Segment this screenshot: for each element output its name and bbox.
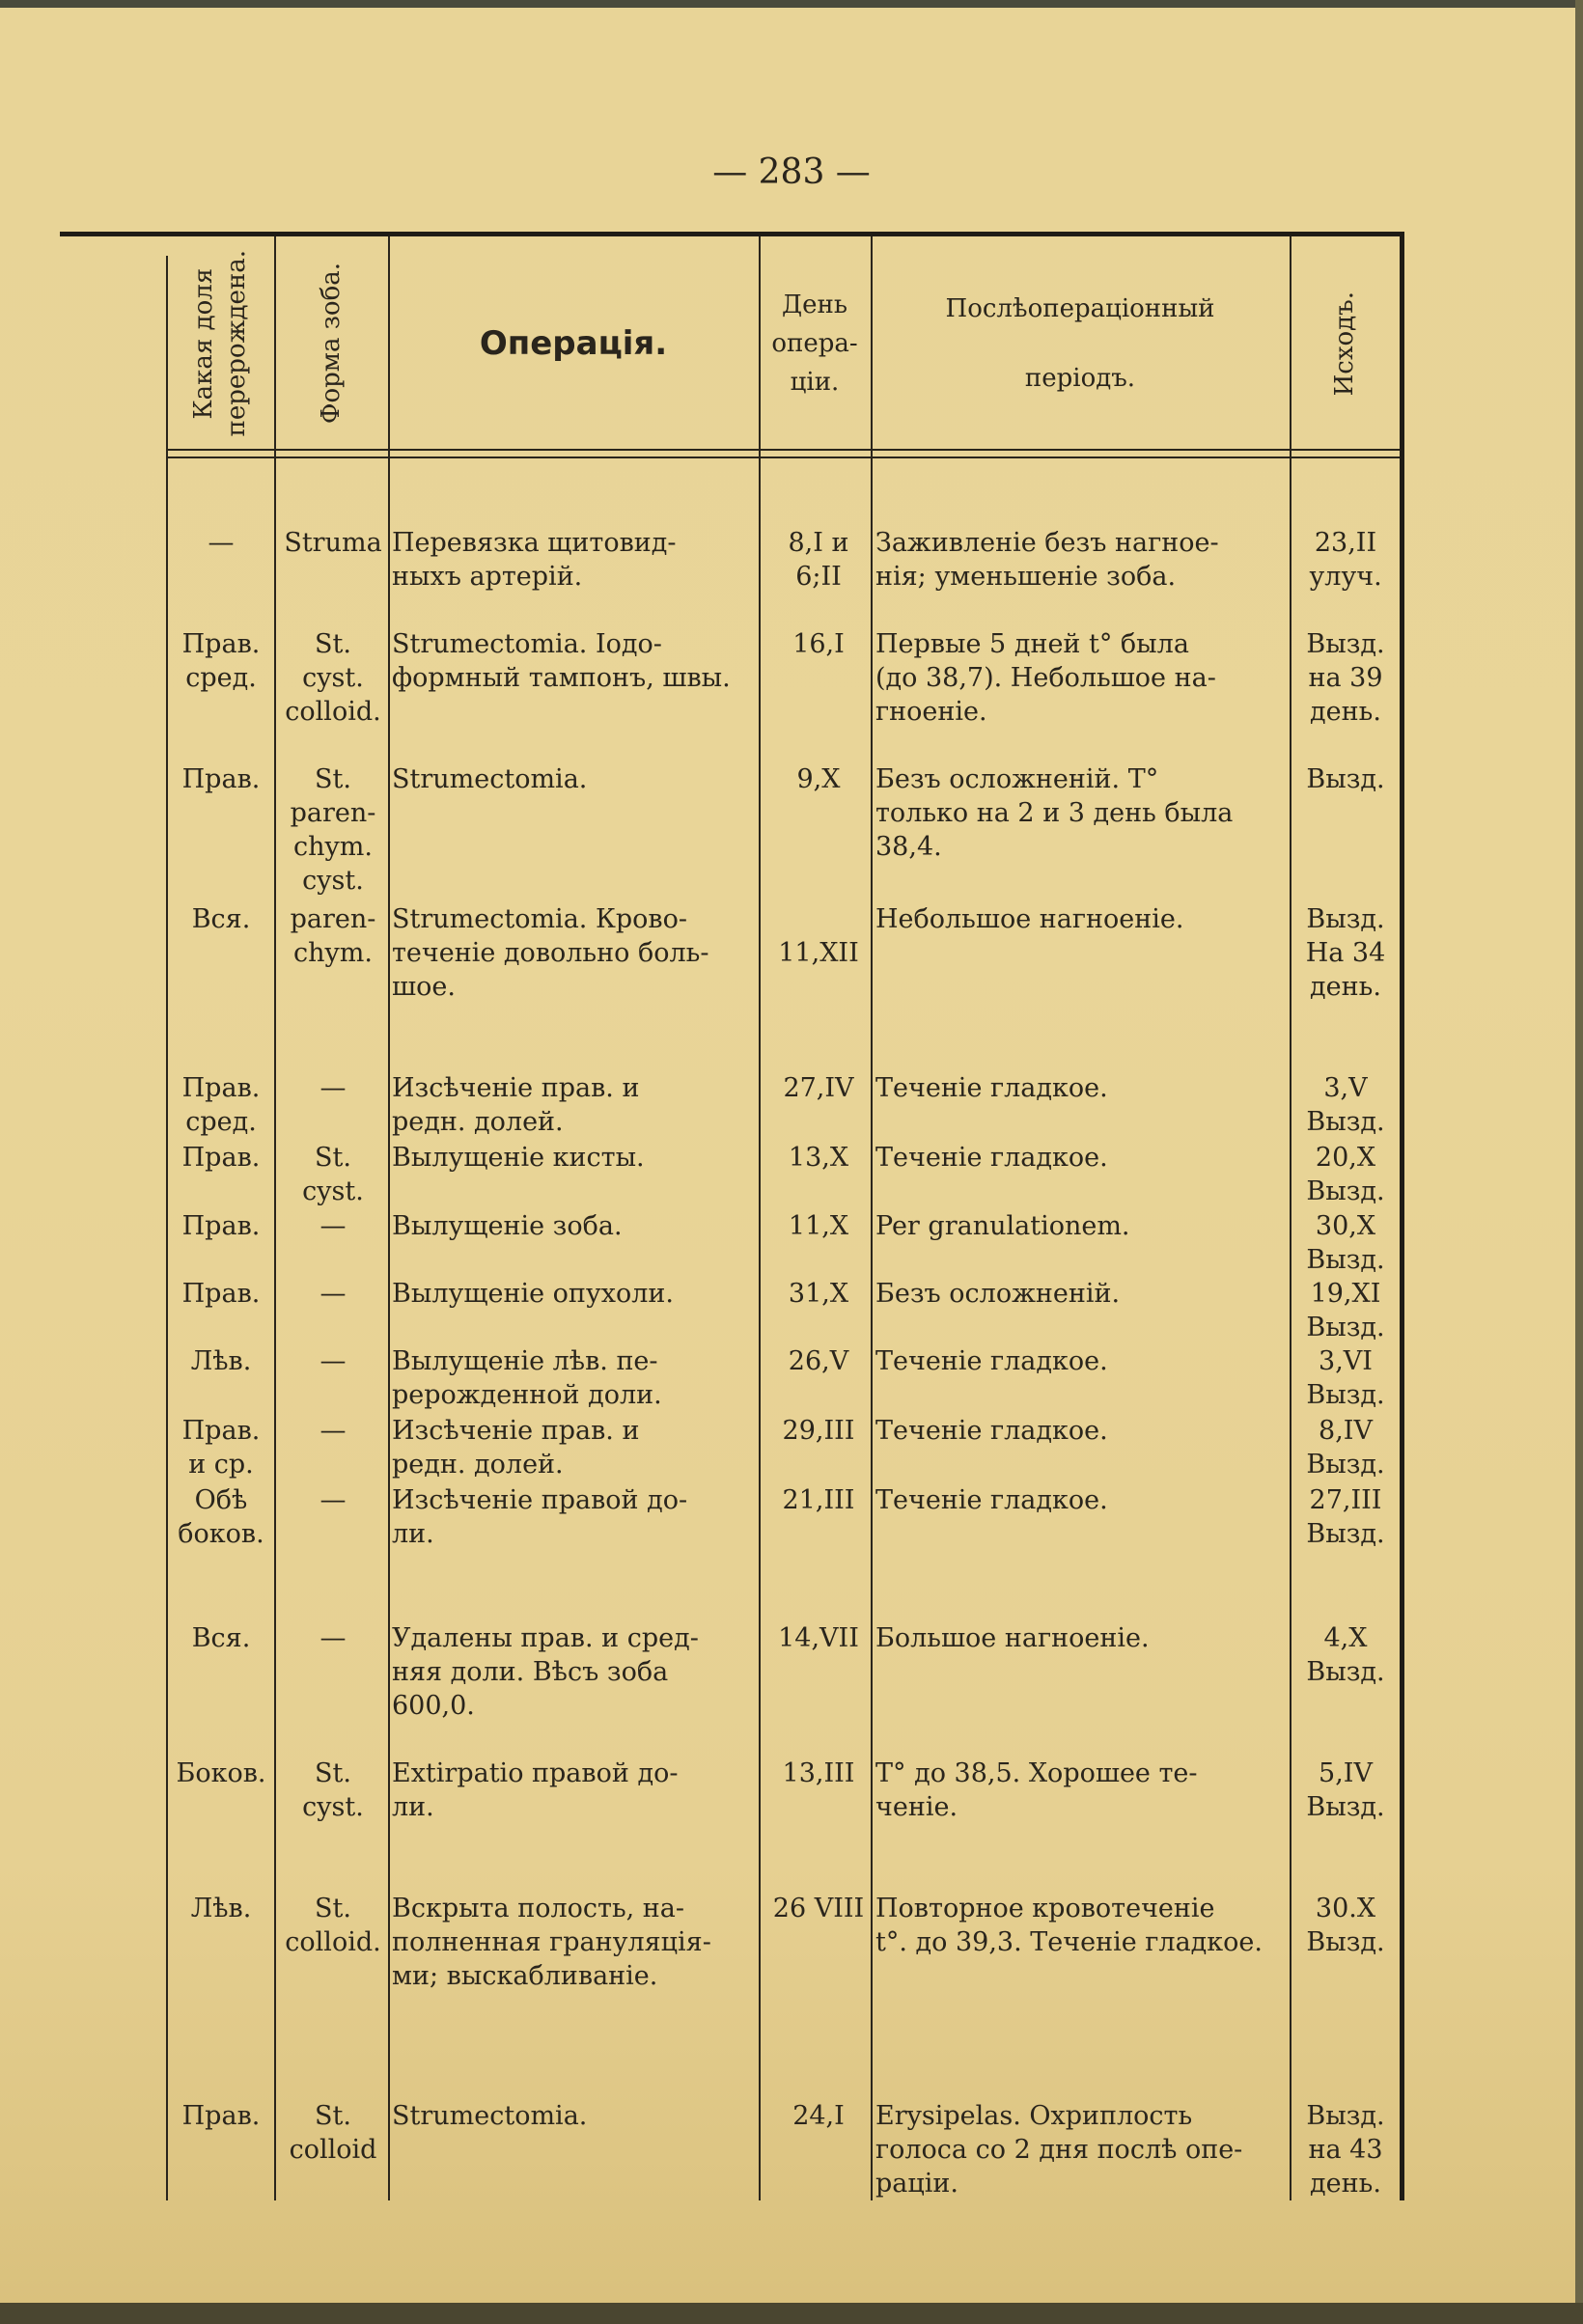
- cell-day: 24,I: [792, 2101, 845, 2131]
- cell-day: 31,X: [788, 1279, 849, 1309]
- cell-postop: Теченіе гладкое.: [875, 1416, 1108, 1446]
- cell-lobe: Лѣв.: [190, 1894, 252, 1923]
- header-outcome-text: Исходъ.: [1330, 290, 1359, 397]
- cell-postop: Теченіе гладкое.: [875, 1073, 1108, 1103]
- cell-postop: T° до 38,5. Хорошее те- ченіе.: [875, 1758, 1198, 1822]
- cell-form: —: [319, 1416, 347, 1446]
- cell-lobe: Прав.: [181, 1279, 261, 1309]
- page-number: — 283 —: [712, 152, 871, 192]
- cell-postop: Теченіе гладкое.: [875, 1143, 1108, 1173]
- cell-form: —: [319, 1073, 347, 1103]
- cell-operation: Вылущеніе кисты.: [392, 1143, 645, 1173]
- cell-operation: Вылущеніе лѣв. пе- рерожденной доли.: [392, 1346, 662, 1410]
- cell-operation: Удалены прав. и сред- няя доли. Вѣсъ зоба 600,0.: [392, 1623, 699, 1721]
- header-rule: [166, 449, 1400, 451]
- cell-outcome: 30,X Вызд.: [1306, 1211, 1385, 1275]
- cell-outcome: 5,IV Вызд.: [1306, 1758, 1385, 1822]
- cell-operation: Вскрыта полость, на- полненная грануляція- ми; выскабливаніе.: [392, 1894, 711, 1991]
- cell-form: —: [319, 1346, 347, 1376]
- cell-outcome: 3,V Вызд.: [1306, 1073, 1385, 1137]
- cell-postop: Теченіе гладкое.: [875, 1346, 1108, 1376]
- cell-form: St. paren- chym. cyst.: [290, 764, 376, 896]
- cell-operation: Strumectomia.: [392, 2101, 588, 2131]
- header-postop-text: Послѣопераціонный періодъ.: [945, 294, 1215, 393]
- cell-lobe: Обѣ боков.: [178, 1485, 264, 1549]
- cell-form: —: [319, 1485, 347, 1515]
- header-lobe-text: Какая доля перерождена.: [189, 250, 251, 437]
- cell-outcome: 3,VI Вызд.: [1306, 1346, 1385, 1410]
- cell-form: St. colloid: [289, 2101, 377, 2165]
- cell-postop: Небольшое нагноеніе.: [875, 904, 1184, 934]
- cell-lobe: Вся.: [191, 904, 251, 934]
- cell-outcome: 8,IV Вызд.: [1306, 1416, 1385, 1480]
- cell-form: —: [319, 1211, 347, 1241]
- cell-day: 16,I: [792, 629, 845, 659]
- cell-postop: Безъ осложненій.: [875, 1279, 1121, 1309]
- cell-day: 26,V: [788, 1346, 849, 1376]
- cell-operation: Изсѣченіе правой до- ли.: [392, 1485, 688, 1549]
- cell-form: —: [319, 1279, 347, 1309]
- header-form: [274, 241, 388, 446]
- cell-postop: Per granulationem.: [875, 1211, 1130, 1241]
- header-rule: [166, 456, 1400, 458]
- cell-lobe: Вся.: [191, 1623, 251, 1653]
- cell-operation: Изсѣченіе прав. и редн. долей.: [392, 1073, 640, 1137]
- cell-day: 13,III: [782, 1758, 855, 1788]
- cell-form: St. cyst.: [302, 1758, 364, 1822]
- cell-form: —: [319, 1623, 347, 1653]
- cell-outcome: Вызд. на 39 день.: [1306, 629, 1385, 727]
- cell-operation: Strumectomia. Іодо- формный тампонъ, швы.: [392, 629, 731, 693]
- cell-lobe: Лѣв.: [190, 1346, 252, 1376]
- cell-day: 21,III: [782, 1485, 855, 1515]
- cell-postop: Первые 5 дней t° была (до 38,7). Небольшое на- гноеніе.: [875, 629, 1216, 727]
- cell-day: 29,III: [782, 1416, 855, 1446]
- cell-lobe: Прав. и ср.: [181, 1416, 261, 1480]
- page-right-edge: [1575, 0, 1583, 2324]
- cell-outcome: Вызд. На 34 день.: [1305, 904, 1386, 1002]
- cell-lobe: Прав.: [181, 1143, 261, 1173]
- cell-postop: Безъ осложненій. T° только на 2 и 3 день была 38,4.: [875, 764, 1234, 862]
- cell-outcome: 19,XI Вызд.: [1306, 1279, 1385, 1342]
- cell-lobe: Боков.: [176, 1758, 266, 1788]
- cell-operation: Изсѣченіе прав. и редн. долей.: [392, 1416, 640, 1480]
- cell-day: 14,VII: [778, 1623, 859, 1653]
- cell-lobe: Прав.: [181, 764, 261, 794]
- cell-lobe: Прав.: [181, 1211, 261, 1241]
- cell-outcome: Вызд.: [1306, 764, 1385, 794]
- cell-form: St. cyst. colloid.: [285, 629, 381, 727]
- cell-day: 11,X: [788, 1211, 849, 1241]
- cell-operation: Перевязка щитовид- ныхъ артерій.: [392, 528, 677, 592]
- cell-outcome: 23,II улуч.: [1309, 528, 1382, 592]
- page-bottom-edge: [0, 2303, 1583, 2324]
- cell-postop: Теченіе гладкое.: [875, 1485, 1108, 1515]
- header-operation: [388, 241, 759, 446]
- cell-postop: Заживленіе безъ нагное- нія; уменьшеніе зоба.: [875, 528, 1219, 592]
- cell-form: St. cyst.: [302, 1143, 364, 1206]
- cell-form: Struma: [284, 528, 382, 558]
- header-postop: [871, 241, 1290, 446]
- cell-day: 8,I и 6;II: [788, 528, 849, 592]
- cell-outcome: 4,X Вызд.: [1306, 1623, 1385, 1687]
- cell-day: 27,IV: [783, 1073, 854, 1103]
- cell-postop: Erysipelas. Охриплость голоса со 2 дня послѣ опе- раціи.: [875, 2101, 1243, 2199]
- column-rule: [274, 236, 276, 2200]
- cell-lobe: Прав.: [181, 2101, 261, 2131]
- cell-day: 9,X: [796, 764, 841, 794]
- header-day-text: День опера- ціи.: [771, 290, 858, 397]
- cell-lobe: Прав. сред.: [181, 1073, 261, 1137]
- cell-postop: Большое нагноеніе.: [875, 1623, 1150, 1653]
- cell-operation: Extirpatio правой до- ли.: [392, 1758, 679, 1822]
- cell-day: 26 VIII: [772, 1894, 865, 1923]
- cell-outcome: 30.X Вызд.: [1306, 1894, 1385, 1957]
- header-operation-text: Операція.: [479, 324, 668, 363]
- cell-day: 11,XII: [778, 938, 859, 968]
- cell-outcome: 20,X Вызд.: [1306, 1143, 1385, 1206]
- header-outcome: [1290, 241, 1400, 446]
- surgery-table: [60, 232, 1404, 2200]
- cell-day: 13,X: [788, 1143, 849, 1173]
- cell-operation: Вылущеніе зоба.: [392, 1211, 623, 1241]
- column-rule: [388, 236, 390, 2200]
- cell-postop: Повторное кровотеченіе t°. до 39,3. Теченіе гладкое.: [875, 1894, 1263, 1957]
- header-form-text: Форма зоба.: [317, 263, 346, 425]
- cell-outcome: 27,III Вызд.: [1306, 1485, 1385, 1549]
- header-day: [759, 241, 871, 446]
- cell-outcome: Вызд. на 43 день.: [1306, 2101, 1385, 2199]
- cell-operation: Вылущеніе опухоли.: [392, 1279, 674, 1309]
- cell-lobe: —: [208, 528, 235, 558]
- cell-operation: Strumectomia. Крово- теченіе довольно боль- шое.: [392, 904, 709, 1002]
- cell-lobe: Прав. сред.: [181, 629, 261, 693]
- cell-form: St. colloid.: [285, 1894, 381, 1957]
- header-lobe: [166, 241, 274, 446]
- page-top-edge: [0, 0, 1583, 8]
- cell-form: paren- chym.: [290, 904, 376, 968]
- cell-operation: Strumectomia.: [392, 764, 588, 794]
